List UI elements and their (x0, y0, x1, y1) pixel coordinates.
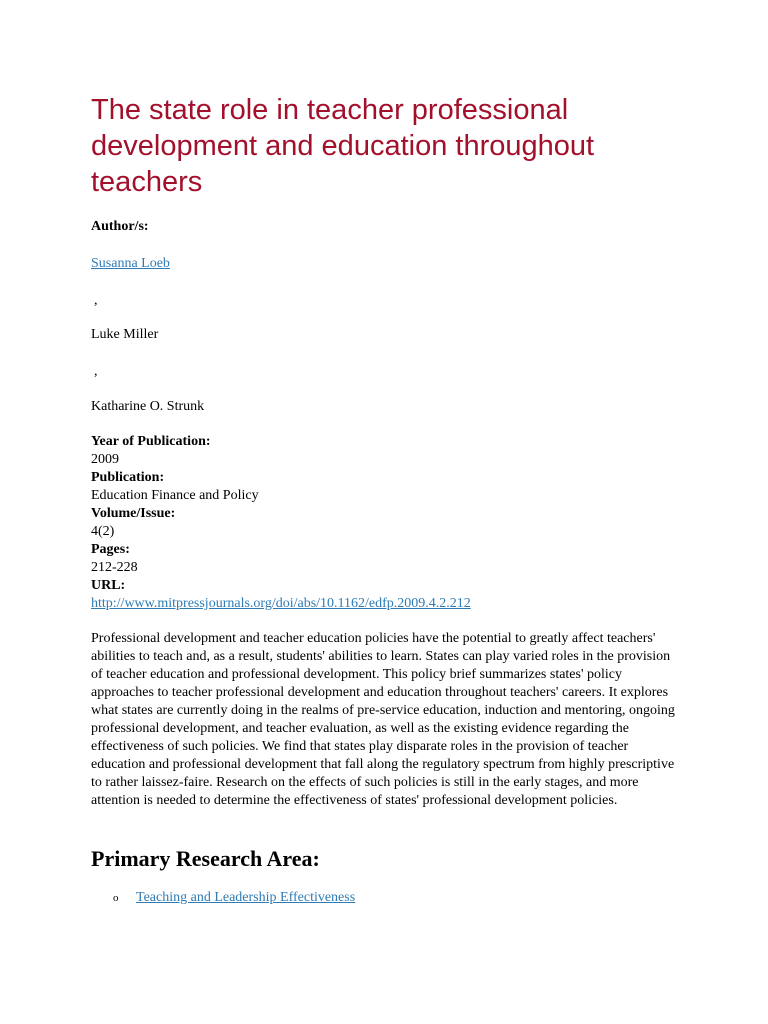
research-area-link[interactable]: Teaching and Leadership Effectiveness (136, 890, 356, 905)
url-link[interactable]: http://www.mitpressjournals.org/doi/abs/10.1162/edfp.2009.4.2.212 (91, 596, 471, 611)
author-name-luke-miller: Luke Miller (91, 327, 159, 342)
page-title: The state role in teacher professional development and education throughout teachers (91, 94, 595, 198)
author-separator: , (94, 293, 98, 308)
abstract-paragraph: Professional development and teacher education policies have the potential to greatly affect teachers' abilities to teach and, as a result, students' abilities to learn. States can play varied roles in the provision of teacher education and professional development. This policy brief summarizes states' policy approaches to teacher professional development and education throughout teachers' careers. It explores what states are currently doing in the realms of pre-service education, induction and mentoring, ongoing professional development, and teacher evaluation, as well as the existing evidence regarding the effectiveness of such policies. We find that states play disparate roles in the provision of teacher education and professional development that fall along the regulatory spectrum from highly prescriptive to rather laissez-faire. Research on the effects of such policies is still in the early stages, and more attention is needed to determine the effectiveness of states' professional development policies. (91, 631, 675, 808)
author-separator: , (94, 364, 98, 379)
author-link-susanna-loeb[interactable]: Susanna Loeb (91, 256, 170, 271)
url-label: URL: (91, 578, 126, 593)
year-label: Year of Publication: (91, 434, 211, 449)
pages-label: Pages: (91, 542, 130, 557)
authors-label: Author/s: (91, 219, 149, 234)
hollow-bullet-icon: o (113, 892, 119, 904)
research-area-list (91, 888, 355, 908)
research-area-heading: Primary Research Area: (91, 846, 320, 871)
list-item (91, 888, 355, 908)
publication-label: Publication: (91, 470, 165, 485)
author-name-katharine-strunk: Katharine O. Strunk (91, 399, 205, 414)
pages-value: 212-228 (91, 560, 138, 575)
volume-value: 4(2) (91, 524, 115, 539)
volume-label: Volume/Issue: (91, 506, 176, 521)
year-value: 2009 (91, 452, 119, 467)
publication-value: Education Finance and Policy (91, 488, 259, 503)
publication-metadata (91, 433, 471, 613)
